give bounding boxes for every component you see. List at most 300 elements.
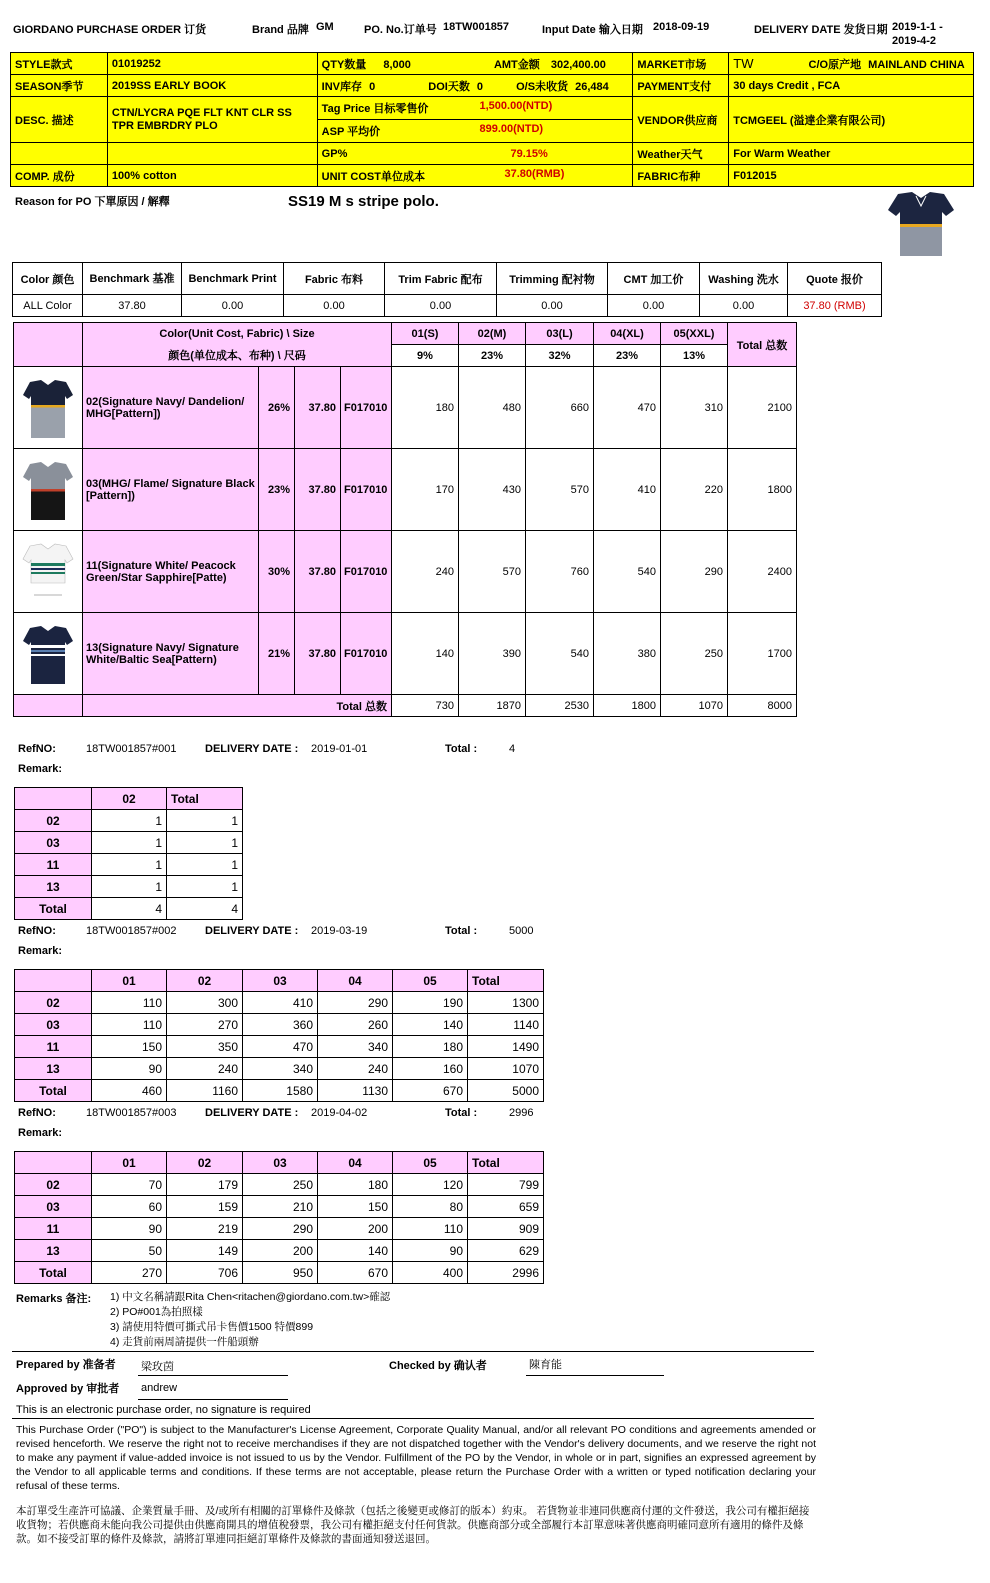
size-ratio: 23% [459, 345, 526, 367]
payment-value: 30 days Credit , FCA [729, 75, 974, 97]
delivery-table-002 [14, 969, 544, 1102]
unit-cost-cell [317, 165, 633, 187]
color-fabric: F017010 [341, 449, 392, 531]
qty-cell: 1 [167, 832, 243, 854]
input-date-value: 2018-09-19 [653, 21, 710, 33]
row-label: 03 [15, 832, 92, 854]
qty-cell: 220 [661, 449, 728, 531]
qty-cell: 5000 [468, 1080, 544, 1102]
cost-header: Trim Fabric 配布 [385, 263, 497, 295]
asp-label: ASP 平均价 [321, 126, 381, 138]
delivery-total-value: 5000 [509, 925, 534, 937]
qty-cell: 120 [393, 1174, 468, 1196]
size-header: 02(M) [459, 323, 526, 345]
po-title: GIORDANO PURCHASE ORDER 订货 [13, 24, 207, 36]
col-header: 05 [393, 1152, 468, 1174]
row-label: 03 [15, 1014, 92, 1036]
signature-line [526, 1375, 664, 1376]
qty-cell: 190 [393, 992, 468, 1014]
signature-line [138, 1399, 288, 1400]
qty-cell: 150 [92, 1036, 167, 1058]
cost-value: 0.00 [608, 295, 700, 317]
weather-label: Weather天气 [633, 143, 729, 165]
col-header: 03 [243, 970, 318, 992]
qty-cell: 460 [92, 1080, 167, 1102]
checked-label: Checked by 确认者 [389, 1360, 487, 1372]
cost-value: 0.00 [497, 295, 608, 317]
color-photo [14, 449, 83, 531]
tag-label: Tag Price 目标零售价 [321, 103, 429, 115]
row-label: Total [15, 1262, 92, 1284]
qty-cell: 909 [468, 1218, 544, 1240]
qty-cell: 706 [167, 1262, 243, 1284]
qty-cell: 140 [392, 613, 459, 695]
fabric-value: F012015 [729, 165, 974, 187]
color-cost: 37.80 [295, 531, 341, 613]
table-row [15, 810, 243, 832]
color-pct: 23% [259, 449, 295, 531]
table-row [15, 876, 243, 898]
row-label: 13 [15, 1058, 92, 1080]
qty-cell: 149 [167, 1240, 243, 1262]
qty-cell: 1 [92, 854, 167, 876]
col-header: Total [468, 970, 544, 992]
divider [12, 1418, 814, 1419]
delivery-date-label: DELIVERY DATE : [205, 1107, 299, 1119]
size-sum: 2530 [526, 695, 594, 717]
color-photo [14, 367, 83, 449]
qty-cell: 430 [459, 449, 526, 531]
price-cell [317, 97, 633, 143]
qty-cell: 410 [243, 992, 318, 1014]
qty-cell: 350 [167, 1036, 243, 1058]
qty-cell: 470 [594, 367, 661, 449]
qty-cell: 1300 [468, 992, 544, 1014]
color-photo [14, 613, 83, 695]
qty-cell: 1490 [468, 1036, 544, 1058]
remark-item: 2) PO#001為拍照樣 [110, 1306, 203, 1318]
qty-cell: 290 [243, 1218, 318, 1240]
qty-cell: 1 [92, 810, 167, 832]
remark-item: 1) 中文名稱請跟Rita Chen<ritachen@giordano.com.tw>確認 [110, 1291, 391, 1303]
inv-cell [317, 75, 633, 97]
qty-label: QTY数量 [321, 58, 367, 71]
qty-cell: 110 [393, 1218, 468, 1240]
col-header: 04 [318, 1152, 393, 1174]
approved-label: Approved by 审批者 [16, 1383, 120, 1395]
qty-cell: 670 [318, 1262, 393, 1284]
ref-value: 18TW001857#003 [86, 1107, 177, 1119]
qty-cell: 180 [393, 1036, 468, 1058]
po-number-value: 18TW001857 [443, 21, 510, 33]
color-fabric: F017010 [341, 367, 392, 449]
qty-cell: 240 [167, 1058, 243, 1080]
color-cost: 37.80 [295, 449, 341, 531]
remark-label: Remark: [18, 763, 63, 775]
row-label: 02 [15, 1174, 92, 1196]
payment-label: PAYMENT支付 [633, 75, 729, 97]
color-fabric: F017010 [341, 531, 392, 613]
row-total: 2100 [728, 367, 797, 449]
col-header: 05 [393, 970, 468, 992]
delivery-date-range-end: 2019-4-2 [892, 35, 937, 47]
row-label: 11 [15, 854, 92, 876]
qty-cell: 179 [167, 1174, 243, 1196]
cost-value: 0.00 [700, 295, 788, 317]
legal-english: This Purchase Order ("PO") is subject to the Manufacturer's License Agreement, Corporate Quality Manual, and/or all relevant PO conditions and agreements amended or revised henceforth. We reserve the right not to receive merchandises if they are not dispatched together with the Vendor's delivery documents, and we reserve the right not to make any payment if value-added invoice is not issued to us by the Vendor. Fulfillment of the PO by the Vendor, in whole or in part, signifies an expressed agreement by the Vendor to all applicable terms and conditions. If these terms are not acceptable, please return the Purchase Order with a written or typed notification declaring your refusal of these terms. [16, 1424, 816, 1492]
table-row [14, 613, 797, 695]
empty-cell [107, 143, 317, 165]
cost-header: CMT 加工价 [608, 263, 700, 295]
qty-cell: 660 [526, 367, 594, 449]
color-pct: 26% [259, 367, 295, 449]
sum-label: Total 总数 [83, 695, 392, 717]
qty-cell: 140 [318, 1240, 393, 1262]
delivery-total-value: 4 [509, 743, 516, 755]
quote-value: 37.80 (RMB) [788, 295, 882, 317]
delivery-total-label: Total : [445, 1107, 478, 1119]
cost-breakdown-table [12, 262, 882, 317]
qty-cell: 799 [468, 1174, 544, 1196]
tag-row [318, 97, 633, 120]
cost-header: Washing 洗水 [700, 263, 788, 295]
co-label: C/O原产地 [808, 58, 862, 71]
col-header: Total [167, 788, 243, 810]
market-value: TW [733, 55, 754, 71]
shirt-grey-black-icon [22, 461, 74, 521]
qty-cell: 570 [459, 531, 526, 613]
qty-cell: 1 [167, 854, 243, 876]
size-ratio: 13% [661, 345, 728, 367]
delivery-date-label: DELIVERY DATE : [205, 743, 299, 755]
gp-cell [317, 143, 633, 165]
size-header: 04(XL) [594, 323, 661, 345]
qty-cell: 180 [392, 367, 459, 449]
size-breakdown-table [13, 322, 797, 717]
qty-cell: 1130 [318, 1080, 393, 1102]
qty-cell: 90 [92, 1218, 167, 1240]
cost-header: Quote 报价 [788, 263, 882, 295]
size-sum: 730 [392, 695, 459, 717]
delivery-date-value: 2019-03-19 [311, 925, 368, 937]
row-label: Total [15, 1080, 92, 1102]
ref-label: RefNO: [18, 1107, 56, 1119]
brand-value: GM [316, 21, 334, 33]
delivery-table-001 [14, 787, 243, 920]
col-header: 02 [167, 970, 243, 992]
asp-row [318, 120, 633, 142]
shirt-navy-white-stripe-icon [22, 625, 74, 685]
co-value: MAINLAND CHINA [868, 58, 965, 71]
qty-cell: 1 [167, 810, 243, 832]
approved-value: andrew [141, 1382, 178, 1394]
input-date-label: Input Date 输入日期 [542, 24, 643, 36]
cost-value: ALL Color [13, 295, 83, 317]
color-fabric: F017010 [341, 613, 392, 695]
size-header: 05(XXL) [661, 323, 728, 345]
qty-cell: 159 [167, 1196, 243, 1218]
unit-cost-label: UNIT COST单位成本 [321, 170, 425, 183]
qty-cell: 340 [318, 1036, 393, 1058]
qty-cell: 170 [392, 449, 459, 531]
table-row [15, 992, 544, 1014]
qty-cell: 1 [92, 832, 167, 854]
qty-cell: 629 [468, 1240, 544, 1262]
qty-cell: 200 [243, 1240, 318, 1262]
season-label: SEASON季节 [11, 75, 108, 97]
qty-cell: 380 [594, 613, 661, 695]
qty-cell: 470 [243, 1036, 318, 1058]
table-row [15, 1080, 544, 1102]
shirt-navy-pattern-icon [22, 379, 74, 439]
vendor-value: TCMGEEL (溢達企業有限公司) [729, 97, 974, 143]
po-number-label: PO. No.订单号 [364, 24, 437, 36]
qty-cell: 90 [92, 1058, 167, 1080]
totals-row [14, 695, 797, 717]
electronic-note: This is an electronic purchase order, no signature is required [16, 1404, 311, 1416]
delivery-date-label: DELIVERY DATE 发货日期 [754, 24, 888, 36]
color-cost: 37.80 [295, 367, 341, 449]
ref-label: RefNO: [18, 925, 56, 937]
cost-value: 0.00 [182, 295, 284, 317]
qty-cell: 240 [392, 531, 459, 613]
qty-cell: 140 [393, 1014, 468, 1036]
color-name: 03(MHG/ Flame/ Signature Black [Pattern]) [83, 449, 259, 531]
table-row [15, 832, 243, 854]
delivery-total-label: Total : [445, 925, 478, 937]
reason-label: Reason for PO 下單原因 / 解釋 [15, 196, 170, 208]
color-pct: 21% [259, 613, 295, 695]
table-row [15, 1174, 544, 1196]
qty-cell: 270 [92, 1262, 167, 1284]
prepared-value: 梁玫茵 [141, 1361, 174, 1373]
os-value: 26,484 [575, 80, 609, 93]
row-label: 02 [15, 810, 92, 832]
color-pct: 30% [259, 531, 295, 613]
col-header: 04 [318, 970, 393, 992]
qty-cell: 340 [243, 1058, 318, 1080]
cost-header: Fabric 布料 [284, 263, 385, 295]
order-info-grid [10, 52, 974, 187]
color-cost: 37.80 [295, 613, 341, 695]
size-sum: 1070 [661, 695, 728, 717]
qty-cell: 1160 [167, 1080, 243, 1102]
col-header: Total [468, 1152, 544, 1174]
qty-cell: 400 [393, 1262, 468, 1284]
qty-cell: 160 [393, 1058, 468, 1080]
remark-label: Remark: [18, 1127, 63, 1139]
qty-cell: 200 [318, 1218, 393, 1240]
size-ratio: 23% [594, 345, 661, 367]
market-co-cell [729, 53, 974, 75]
comp-label: COMP. 成份 [11, 165, 108, 187]
ref-value: 18TW001857#002 [86, 925, 177, 937]
checked-value: 陳育能 [529, 1359, 562, 1371]
corner-cell [15, 970, 92, 992]
qty-cell: 1 [167, 876, 243, 898]
qty-cell: 210 [243, 1196, 318, 1218]
row-total: 1800 [728, 449, 797, 531]
delivery-date-value: 2019-01-01 [311, 743, 368, 755]
brand-label: Brand 品牌 [252, 24, 309, 36]
product-photo [886, 190, 956, 258]
photo-header [14, 345, 83, 367]
table-row [14, 449, 797, 531]
row-label: 03 [15, 1196, 92, 1218]
tag-value: 1,500.00(NTD) [479, 100, 553, 112]
gp-value: 79.15% [510, 147, 548, 160]
qty-cell: 670 [393, 1080, 468, 1102]
polo-shirt-icon [886, 190, 956, 258]
delivery-date-value: 2019-04-02 [311, 1107, 368, 1119]
qty-cell: 150 [318, 1196, 393, 1218]
remark-item: 4) 走貨前兩周請提供一件船頭辦 [110, 1336, 259, 1348]
delivery-total-label: Total : [445, 743, 478, 755]
table-row [15, 898, 243, 920]
market-label: MARKET市场 [633, 53, 729, 75]
qty-value: 8,000 [383, 58, 411, 71]
qty-cell: 950 [243, 1262, 318, 1284]
qty-cell: 270 [167, 1014, 243, 1036]
gp-label: GP% [321, 147, 348, 160]
qty-cell: 570 [526, 449, 594, 531]
qty-cell: 180 [318, 1174, 393, 1196]
amt-value: 302,400.00 [550, 58, 606, 71]
table-row [14, 367, 797, 449]
size-sum: 1800 [594, 695, 661, 717]
qty-cell: 360 [243, 1014, 318, 1036]
table-row [15, 854, 243, 876]
row-total: 1700 [728, 613, 797, 695]
color-name: 13(Signature Navy/ Signature White/Baltic Sea[Pattern) [83, 613, 259, 695]
grand-total: 8000 [728, 695, 797, 717]
table-row [15, 1058, 544, 1080]
fabric-label: FABRIC布种 [633, 165, 729, 187]
qty-cell: 290 [318, 992, 393, 1014]
corner-cell [15, 788, 92, 810]
cost-value: 0.00 [385, 295, 497, 317]
col-header: 02 [167, 1152, 243, 1174]
style-label: STYLE款式 [11, 53, 108, 75]
table-row [15, 1240, 544, 1262]
table-row [15, 1196, 544, 1218]
qty-cell: 110 [92, 1014, 167, 1036]
style-value: 01019252 [107, 53, 317, 75]
prepared-label: Prepared by 准备者 [16, 1359, 116, 1371]
qty-cell: 410 [594, 449, 661, 531]
delivery-date-range: 2019-1-1 - [892, 21, 943, 33]
row-label: 02 [15, 992, 92, 1014]
empty-cell [14, 695, 83, 717]
asp-value: 899.00(NTD) [479, 123, 544, 135]
qty-cell: 90 [393, 1240, 468, 1262]
col-header: 02 [92, 788, 167, 810]
ref-label: RefNO: [18, 743, 56, 755]
comp-value: 100% cotton [107, 165, 317, 187]
row-total: 2400 [728, 531, 797, 613]
size-header: 01(S) [392, 323, 459, 345]
qty-cell: 219 [167, 1218, 243, 1240]
cost-header: Trimming 配衬物 [497, 263, 608, 295]
cost-value: 37.80 [83, 295, 182, 317]
weather-value: For Warm Weather [729, 143, 974, 165]
qty-cell: 540 [526, 613, 594, 695]
corner-cell [15, 1152, 92, 1174]
remark-item: 3) 請使用特價可撕式吊卡售價1500 特價899 [110, 1321, 314, 1333]
desc-label: DESC. 描述 [11, 97, 108, 143]
cost-header: Benchmark 基准 [83, 263, 182, 295]
qty-cell: 310 [661, 367, 728, 449]
row-label: 13 [15, 876, 92, 898]
total-header: Total 总数 [728, 323, 797, 367]
qty-cell: 540 [594, 531, 661, 613]
signature-line [138, 1375, 288, 1376]
qty-cell: 4 [167, 898, 243, 920]
qty-cell: 1070 [468, 1058, 544, 1080]
size-ratio: 32% [526, 345, 594, 367]
color-photo [14, 531, 83, 613]
qty-cell: 80 [393, 1196, 468, 1218]
qty-cell: 2996 [468, 1262, 544, 1284]
empty-cell [11, 143, 108, 165]
os-label: O/S未收货 [516, 80, 569, 93]
qty-cell: 240 [318, 1058, 393, 1080]
table-row [15, 1014, 544, 1036]
row-label: 11 [15, 1218, 92, 1240]
size-ratio: 9% [392, 345, 459, 367]
color-name: 02(Signature Navy/ Dandelion/ MHG[Pattern]) [83, 367, 259, 449]
qty-cell: 250 [661, 613, 728, 695]
qty-cell: 260 [318, 1014, 393, 1036]
qty-cell: 390 [459, 613, 526, 695]
legal-chinese: 本訂單受生產許可協議、企業質量手冊、及/或所有相關的訂單條件及條款（包括之後變更或修訂的版本）約束。 若貨物並非連同供應商付運的文件發送，我公司有權拒絕接收貨物；若供應商未能向我公司提供由供應商開具的增值稅發票，我公司有權拒絕支付任何貨款。供應商部分或全部履行本訂單意味著供應商明確同意所有適用的條件及條款。如不接受訂單的條件及條款，請將訂單連同拒絕訂單條件及條款的書面通知發送退回。 [16, 1505, 810, 1545]
desc-value: CTN/LYCRA PQE FLT KNT CLR SS TPR EMBRDRY PLO [107, 97, 317, 143]
cost-header: Benchmark Print [182, 263, 284, 295]
photo-header [14, 323, 83, 345]
table-row [15, 1262, 544, 1284]
qty-cell: 250 [243, 1174, 318, 1196]
shirt-white-stripe-icon [22, 543, 74, 603]
ref-value: 18TW001857#001 [86, 743, 177, 755]
divider [12, 1351, 814, 1352]
inv-value: 0 [369, 80, 376, 93]
inv-label: INV库存 [321, 80, 363, 93]
qty-cell: 50 [92, 1240, 167, 1262]
remark-label: Remark: [18, 945, 63, 957]
qty-cell: 1140 [468, 1014, 544, 1036]
table-row [14, 531, 797, 613]
qty-cell: 1 [92, 876, 167, 898]
color-size-header: Color(Unit Cost, Fabric) \ Size [83, 323, 392, 345]
delivery-total-value: 2996 [509, 1107, 534, 1119]
qty-cell: 70 [92, 1174, 167, 1196]
delivery-date-label: DELIVERY DATE : [205, 925, 299, 937]
qty-cell: 4 [92, 898, 167, 920]
cost-header: Color 颜色 [13, 263, 83, 295]
qty-cell: 480 [459, 367, 526, 449]
row-label: Total [15, 898, 92, 920]
color-size-header-zh: 颜色(单位成本、布种) \ 尺码 [83, 345, 392, 367]
reason-text: SS19 M s stripe polo. [288, 193, 439, 210]
remarks-label: Remarks 备注: [16, 1293, 92, 1305]
delivery-table-003 [14, 1151, 544, 1284]
table-row [15, 1218, 544, 1240]
size-sum: 1870 [459, 695, 526, 717]
qty-cell: 300 [167, 992, 243, 1014]
table-row [15, 1036, 544, 1058]
season-value: 2019SS EARLY BOOK [107, 75, 317, 97]
qty-cell: 60 [92, 1196, 167, 1218]
